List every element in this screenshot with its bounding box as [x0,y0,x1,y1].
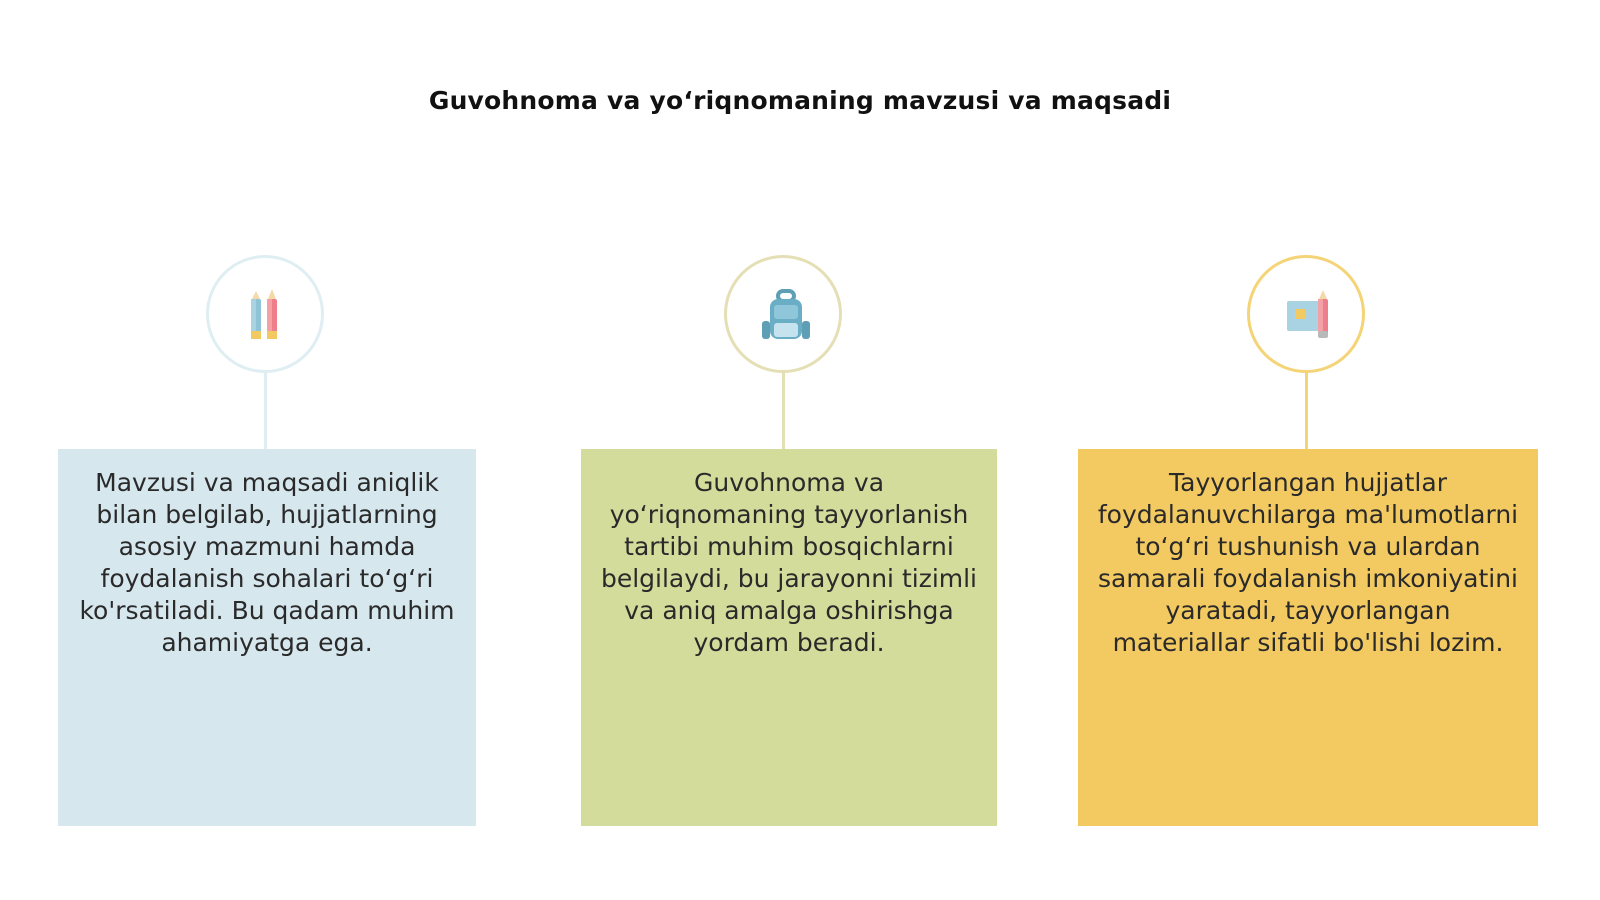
card-3-text: Tayyorlangan hujjatlar foydalanuvchilarga ma'lumotlarni to‘g‘ri tushunish va ulardan samarali foydalanish imkoniyatini yaratadi, tayyorlangan materiallar sifatli bo'lishi lozim. [1097,468,1519,657]
page-title: Guvohnoma va yo‘riqnomaning mavzusi va maqsadi [428,86,1172,115]
card-2-text: Guvohnoma va yo‘riqnomaning tayyorlanish tartibi muhim bosqichlarni belgilaydi, bu jarayonni tizimli va aniq amalga oshirishga yordam beradi. [600,468,978,657]
icon-circle-2 [724,255,842,373]
connector-2 [782,373,785,449]
connector-1 [264,373,267,449]
canvas-pencil-icon [1279,287,1339,347]
icon-circle-3 [1247,255,1365,373]
connector-3 [1305,373,1308,449]
backpack-icon [756,287,816,347]
icon-circle-1 [206,255,324,373]
card-1-text: Mavzusi va maqsadi aniqlik bilan belgilab, hujjatlarning asosiy mazmuni hamda foydalanish sohalari to‘g‘ri ko'rsatiladi. Bu qadam muhim ahamiyatga ega. [79,468,455,657]
card-1 [58,449,476,826]
pencils-icon [238,287,298,347]
card-2 [581,449,997,826]
card-3 [1078,449,1538,826]
